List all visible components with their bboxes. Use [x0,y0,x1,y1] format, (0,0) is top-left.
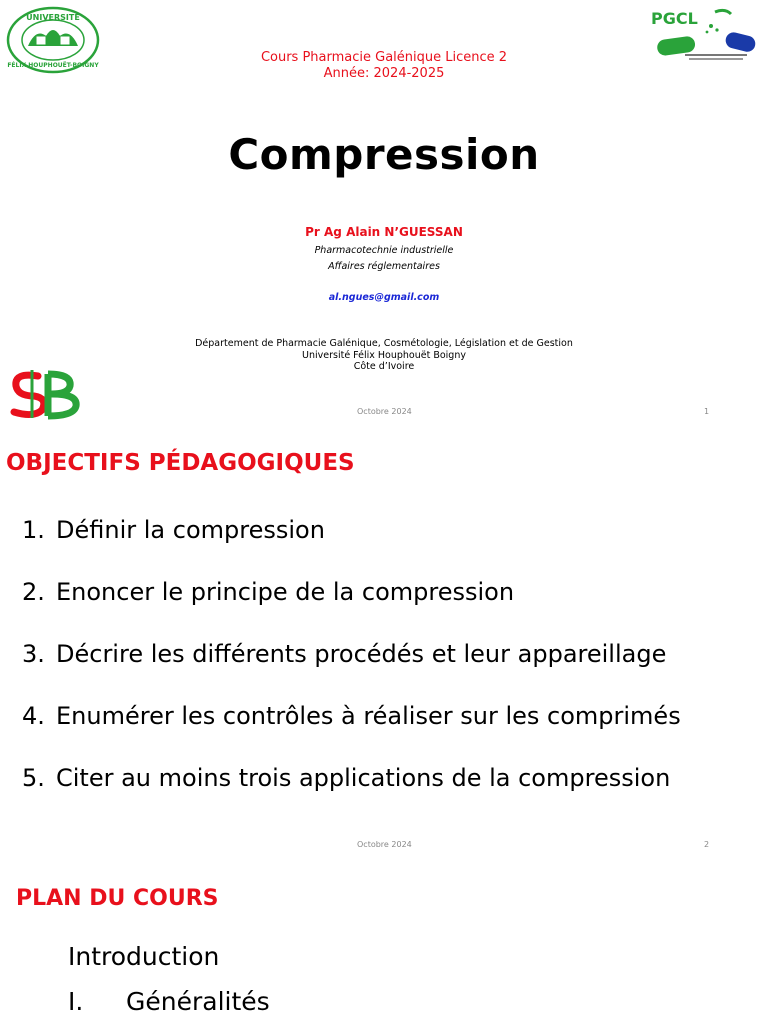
item-text: Définir la compression [56,516,325,544]
item-number: 4. [22,702,45,730]
department-info [0,338,768,373]
academic-year: Année: 2024-2025 [323,66,445,81]
author-email[interactable]: al.ngues@gmail.com [328,292,440,303]
item-number: I. [68,987,84,1016]
spb-logo [8,368,82,420]
item-number: 1. [22,516,45,544]
page-number: 1 [704,407,710,416]
list-item [22,701,681,763]
objectives-slide [0,430,768,862]
footer-date: Octobre 2024 [357,840,412,849]
plan-heading: PLAN DU COURS [16,886,219,911]
slide-title: Compression [228,130,540,179]
university-name: Université Félix Houphouët Boigny [302,349,466,361]
page-number: 2 [704,840,710,849]
course-name: Cours Pharmacie Galénique Licence 2 [260,50,508,65]
list-item [22,577,681,639]
department-name: Département de Pharmacie Galénique, Cosmétologie, Législation et de Gestion [195,338,573,349]
item-number: 5. [22,764,45,792]
course-info [0,50,768,82]
author-role-1: Pharmacotechnie industrielle [314,245,454,256]
list-item [22,639,681,701]
svg-text:UNIVERSITÉ: UNIVERSITÉ [26,13,80,22]
plan-item [68,987,270,1016]
objectives-list [22,515,681,825]
svg-text:FÉLIX HOUPHOUËT-BOIGNY: FÉLIX HOUPHOUËT-BOIGNY [7,62,99,69]
item-text: Citer au moins trois applications de la compression [56,764,671,792]
course-plan-slide [0,862,768,1024]
objectives-heading: OBJECTIFS PÉDAGOGIQUES [6,450,355,476]
title-slide [0,0,768,430]
item-text: Enoncer le principe de la compression [56,578,515,606]
item-number: 2. [22,578,45,606]
author-role-2: Affaires réglementaires [328,261,440,272]
item-text: Décrire les différents procédés et leur appareillage [56,640,667,668]
item-text: Enumérer les contrôles à réaliser sur les comprimés [56,702,681,730]
list-item [22,515,681,577]
list-item [22,763,681,825]
item-text: Généralités [126,987,270,1016]
country: Côte d’Ivoire [353,361,415,372]
footer-date: Octobre 2024 [357,407,412,416]
svg-text:PGCL: PGCL [651,9,698,28]
item-number: 3. [22,640,45,668]
plan-introduction: Introduction [68,942,220,971]
author-name: Pr Ag Alain N’GUESSAN [305,225,463,239]
